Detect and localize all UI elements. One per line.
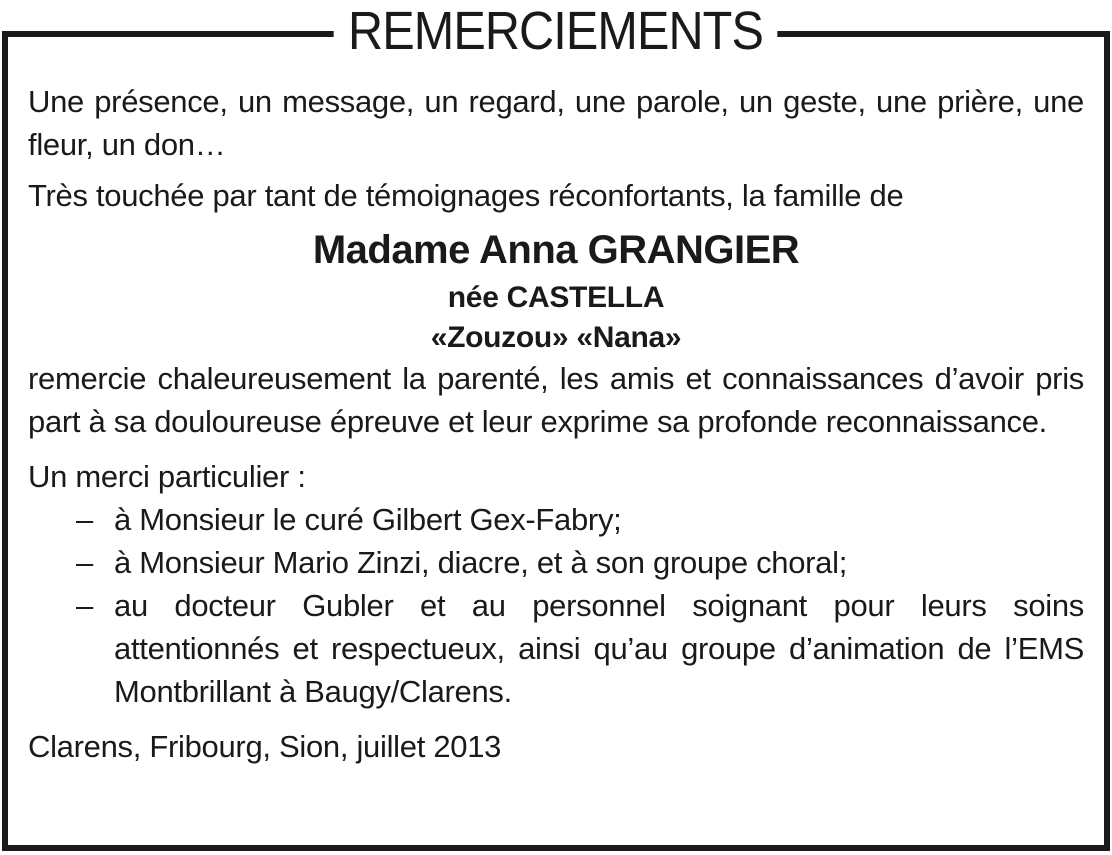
touched-paragraph: Très touchée par tant de témoignages réconfortants, la famille de: [28, 178, 904, 213]
deceased-name: Madame Anna GRANGIER: [312, 228, 800, 272]
list-item-text: à Monsieur le curé Gilbert Gex-Fabry;: [114, 502, 622, 537]
list-item: [28, 498, 1084, 541]
dash-marker: –: [76, 502, 93, 537]
notice-body: [28, 80, 1084, 768]
dash-marker: –: [76, 588, 93, 623]
list-item: [28, 541, 1084, 584]
nicknames: «Zouzou» «Nana»: [430, 321, 682, 354]
maiden-name: née CASTELLA: [447, 281, 665, 314]
place-date: Clarens, Fribourg, Sion, juillet 2013: [28, 729, 502, 764]
thanks-paragraph: remercie chaleureusement la parenté, les amis et connaissances d’avoir pris part à sa douloureuse épreuve et leur exprime sa profonde reconnaissance.: [28, 361, 1084, 439]
list-item-text: au docteur Gubler et au personnel soignant pour leurs soins attentionnés et respectueux, ainsi qu’au groupe d’animation de l’EMS Montbrillant à Baugy/Clarens.: [114, 588, 1084, 709]
merci-list: [28, 498, 1084, 713]
merci-intro: Un merci particulier :: [28, 459, 306, 494]
dash-marker: –: [76, 545, 93, 580]
notice-heading: REMERCIEMENTS: [334, 0, 778, 62]
list-item: [28, 584, 1084, 713]
intro-paragraph: Une présence, un message, un regard, une parole, un geste, une prière, une fleur, un don…: [28, 84, 1084, 162]
list-item-text: à Monsieur Mario Zinzi, diacre, et à son groupe choral;: [114, 545, 848, 580]
heading-wrap: [0, 0, 1112, 64]
